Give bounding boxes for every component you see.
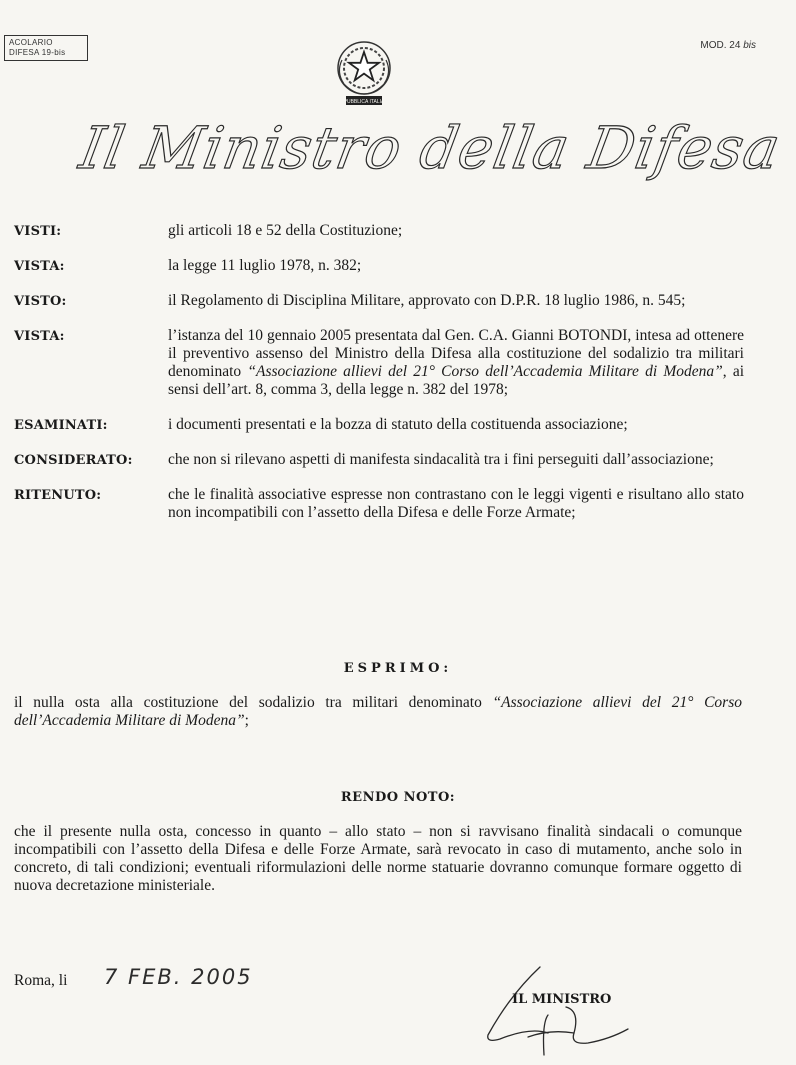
clause-list	[14, 222, 744, 539]
clause-text-part: l’istanza del 10 gennaio 2005 presentata dal Gen. C.A. Gianni BOTONDI, intesa ad ottenere il preventivo assenso del Ministro della Difesa alla costituzione del sodalizio tra militari denominato	[168, 327, 744, 380]
clause-ritenuto	[14, 486, 744, 522]
esprimo-heading: ESPRIMO:	[343, 661, 453, 676]
italian-republic-emblem-icon	[332, 38, 396, 110]
esprimo-text-part: ;	[244, 712, 249, 729]
clause-label: VISTA:	[14, 259, 65, 274]
clause-label: VISTA:	[14, 329, 65, 344]
rendo-noto-text: che il presente nulla osta, concesso in quanto – allo stato – non si ravvisano finalità sindacali o comunque incompatibili con l’assetto della Difesa e delle Forze Armate, sarà revocato in caso di mutamento, anche solo in concreto, di tali condizioni; eventuali riformulazioni delle norme statuarie dovranno comunque formare oggetto di nuova decretazione ministeriale.	[14, 823, 742, 894]
handwritten-date: 7 FEB. 2005	[104, 965, 253, 989]
handwritten-signature-icon	[470, 955, 640, 1060]
clause-esaminati	[14, 416, 744, 434]
clause-text: i documenti presentati e la bozza di statuto della costituenda associazione;	[168, 416, 628, 433]
minister-label: IL MINISTRO	[512, 992, 612, 1007]
protocol-line-1: ACOLARIO	[9, 38, 53, 47]
model-code	[700, 40, 756, 51]
clause-text: il Regolamento di Disciplina Militare, approvato con D.P.R. 18 luglio 1986, n. 545;	[168, 292, 686, 309]
rendo-noto-heading: RENDO NOTO:	[340, 790, 456, 805]
page-title: Il Ministro della Difesa	[75, 114, 786, 182]
clause-label: ESAMINATI:	[14, 418, 108, 433]
clause-visto	[14, 292, 744, 310]
clause-text-part: , ai sensi dell’art. 8, comma 3, della legge n. 382 del 1978;	[168, 363, 745, 398]
clause-vista-legge	[14, 257, 744, 275]
clause-text: che le finalità associative espresse non contrastano con le leggi vigenti e risultano allo stato non incompatibili con l’assetto della Difesa e delle Forze Armate;	[168, 486, 744, 521]
clause-label: CONSIDERATO:	[14, 453, 133, 468]
protocol-stamp-box	[4, 35, 88, 61]
model-code-text: MOD. 24	[700, 40, 741, 51]
clause-text: che non si rilevano aspetti di manifesta sindacalità tra i fini perseguiti dall’associazione;	[168, 451, 714, 468]
clause-label: RITENUTO:	[14, 488, 102, 503]
esprimo-text	[14, 694, 742, 730]
model-code-suffix: bis	[743, 40, 756, 51]
clause-text: la legge 11 luglio 1978, n. 382;	[168, 257, 362, 274]
association-name: “Associazione allievi del 21° Corso dell’Accademia Militare di Modena”	[247, 363, 723, 380]
esprimo-text-part: il nulla osta alla costituzione del sodalizio tra militari denominato	[14, 694, 493, 711]
clause-vista-istanza	[14, 327, 744, 399]
clause-text	[168, 327, 744, 399]
clause-text: gli articoli 18 e 52 della Costituzione;	[168, 222, 403, 239]
emblem-ribbon-text: REPUBBLICA ITALIANA	[336, 99, 392, 105]
clause-label: VISTO:	[14, 294, 67, 309]
protocol-line-2: DIFESA 19-bis	[9, 48, 66, 57]
clause-considerato	[14, 451, 744, 469]
association-name: “Associazione allievi del 21° Corso dell’Accademia Militare di Modena”	[14, 694, 742, 729]
place-label: Roma, li	[14, 972, 68, 989]
clause-visti	[14, 222, 744, 240]
clause-label: VISTI:	[14, 224, 62, 239]
